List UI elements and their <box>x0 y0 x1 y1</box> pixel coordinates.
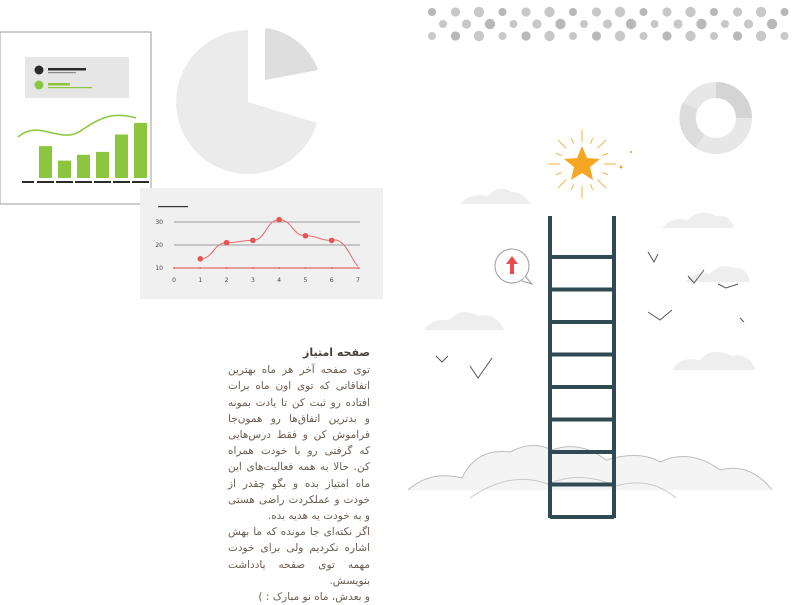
dot <box>640 8 648 16</box>
dot <box>615 31 625 41</box>
bar <box>77 155 90 178</box>
clouds <box>424 189 756 370</box>
dot <box>428 8 436 16</box>
dot <box>721 20 729 28</box>
star-ray <box>590 138 592 144</box>
dot <box>781 8 789 16</box>
x-tick-label: 2 <box>224 277 229 284</box>
bar-baseline <box>56 181 73 183</box>
bar <box>58 161 71 178</box>
paragraph-3: و بعدش، ماه نو مبارک : ) <box>258 591 370 604</box>
birds <box>436 252 744 378</box>
dot <box>462 19 471 28</box>
dot <box>544 31 554 41</box>
x-tick-label: 5 <box>303 277 308 284</box>
bar-baseline <box>132 181 149 183</box>
dot <box>485 19 495 29</box>
dot <box>696 19 706 29</box>
arrow-up-icon <box>495 249 532 284</box>
y-tick-label: 10 <box>155 265 163 272</box>
star-icon <box>548 130 632 198</box>
bar-baseline <box>37 181 54 183</box>
dot <box>439 20 447 28</box>
star-ray <box>590 184 592 190</box>
star-ray <box>598 180 606 188</box>
dot <box>640 32 648 40</box>
dot <box>756 7 766 17</box>
score-page-text <box>228 345 370 605</box>
dot <box>521 7 530 16</box>
dot <box>569 32 577 40</box>
star-ray <box>571 138 573 144</box>
x-tick <box>357 267 359 269</box>
star-ray <box>602 172 608 174</box>
x-tick-label: 4 <box>277 277 282 284</box>
bar <box>134 123 147 178</box>
bar-baseline <box>22 181 34 183</box>
x-tick <box>304 267 306 269</box>
dot <box>662 7 671 16</box>
dot <box>651 20 659 28</box>
dot <box>569 8 577 16</box>
star-ray <box>602 153 608 155</box>
data-point <box>250 238 256 244</box>
dot <box>685 7 695 17</box>
dot <box>532 19 541 28</box>
data-point <box>197 256 203 262</box>
dot <box>626 19 636 29</box>
dot <box>521 31 530 40</box>
dot <box>474 7 484 17</box>
x-tick-label: 7 <box>356 277 360 284</box>
page-title: صفحه امتیاز <box>303 346 370 359</box>
x-tick <box>278 267 280 269</box>
dot <box>756 31 766 41</box>
star-ray <box>598 140 606 148</box>
dot <box>451 31 460 40</box>
star-ray <box>556 153 562 155</box>
dot <box>685 31 695 41</box>
dot <box>510 20 518 28</box>
y-tick-label: 20 <box>155 242 163 249</box>
dot <box>710 8 718 16</box>
bar-baseline <box>113 181 130 183</box>
data-point <box>224 240 230 246</box>
dot <box>767 19 777 29</box>
donut-chart <box>687 90 744 146</box>
x-tick <box>173 267 175 269</box>
paragraph-1: توی صفحه آخر هر ماه بهترین اتفاقاتی که توی اون ماه برات افتاده رو ثبت کن تا یادت بمونه و بدترین اتفاق‌ها رو همون‌جا فراموش کن و فقط درس‌هایی که گرفتی رو با خودت همراه کن. حالا به همه فعالیت‌های این ماه امتیاز بده و بگو چقدر از خودت و عملکردت راضی هستی و به خودت یه هدیه بده. <box>228 364 370 523</box>
dot-pattern <box>428 7 789 41</box>
star-ray <box>558 140 566 148</box>
dot <box>781 32 789 40</box>
x-tick <box>199 267 201 269</box>
data-point <box>329 238 335 244</box>
dot <box>710 32 718 40</box>
star-ray <box>571 184 573 190</box>
dot <box>615 7 625 17</box>
line-chart-card <box>140 188 383 299</box>
star-ray <box>558 180 566 188</box>
pie-chart <box>176 28 318 174</box>
dot <box>555 19 565 29</box>
dot <box>544 7 554 17</box>
paragraph-2: اگر نکته‌ای جا مونده که ما بهش اشاره نکردیم ولی برای خودت مهمه توی صفحه یادداشت بنویسش. <box>228 526 370 587</box>
x-tick-label: 6 <box>329 277 334 284</box>
bar-widget-card <box>0 32 151 204</box>
bar-baseline <box>75 181 92 183</box>
bar <box>39 146 52 178</box>
x-tick-label: 0 <box>172 277 176 284</box>
dot <box>451 7 460 16</box>
x-tick <box>252 267 254 269</box>
dot <box>662 31 671 40</box>
bar <box>96 152 109 178</box>
dot <box>499 8 507 16</box>
dot <box>592 7 601 16</box>
dot <box>499 32 507 40</box>
x-tick-label: 1 <box>198 277 203 284</box>
x-tick <box>226 267 228 269</box>
dot <box>474 31 484 41</box>
bar <box>115 135 128 179</box>
data-point <box>303 233 309 239</box>
y-tick-label: 30 <box>155 219 163 226</box>
dot <box>428 32 436 40</box>
dot <box>603 19 612 28</box>
dot <box>592 31 601 40</box>
dot <box>673 19 682 28</box>
star-ray <box>556 172 562 174</box>
x-tick <box>331 267 333 269</box>
dot <box>580 20 588 28</box>
data-point <box>276 217 282 223</box>
bar-baseline <box>94 181 111 183</box>
x-tick-label: 3 <box>250 277 255 284</box>
dot <box>733 31 742 40</box>
dot <box>733 7 742 16</box>
dot <box>744 19 753 28</box>
